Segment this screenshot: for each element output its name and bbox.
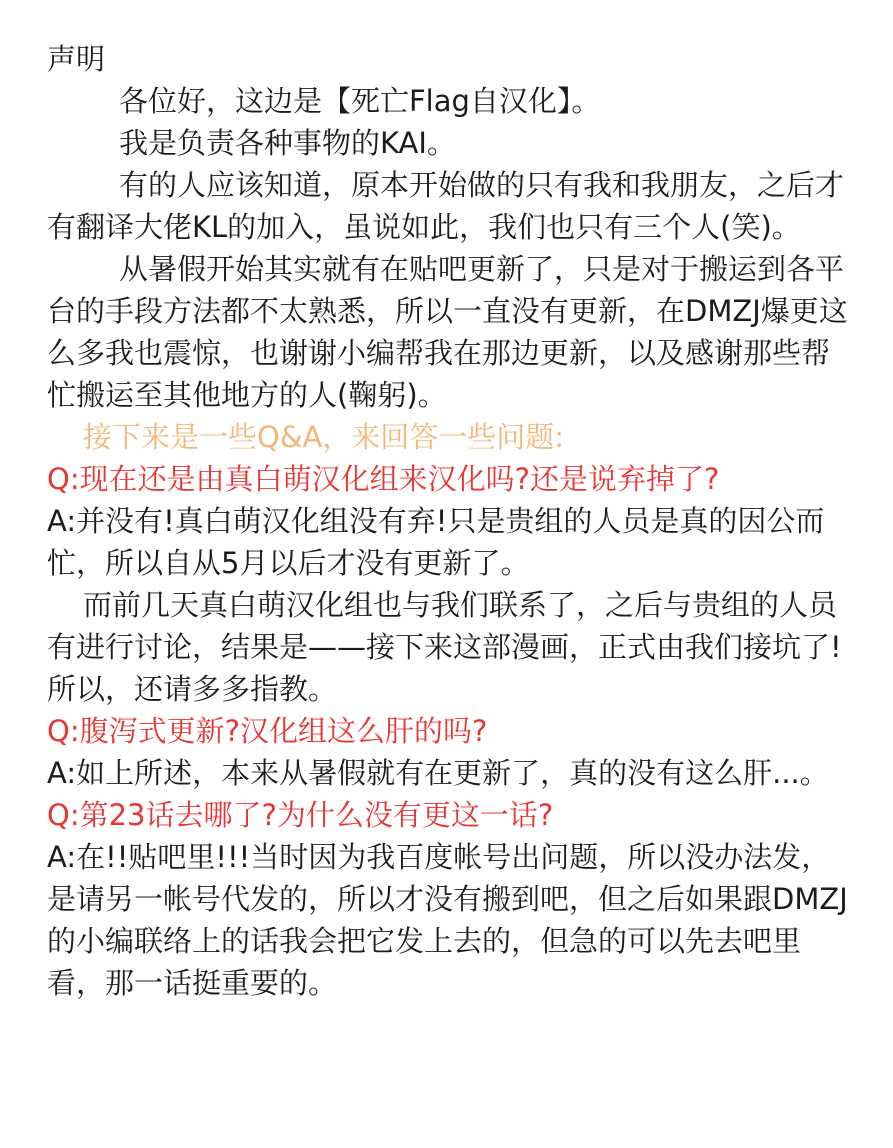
team-paragraph: 有的人应该知道，原本开始做的只有我和我朋友，之后才有翻译大佬KL的加入，虽说如此，我们也只有三个人(笑)。 [47,168,845,244]
self-intro-paragraph: 我是负责各种事物的KAI。 [119,126,456,160]
statement-heading: 声明 [47,42,106,76]
greeting-paragraph: 各位好，这边是【死亡Flag自汉化】。 [119,84,601,118]
answer-2: A:如上所述，本来从暑假就有在更新了，真的没有这么肝...。 [47,756,829,790]
qa-intro: 接下来是一些Q&A，来回答一些问题: [83,420,565,454]
answer-1: A:并没有!真白萌汉化组没有弃!只是贵组的人员是真的因公而忙，所以自从5月以后才没有更新了。 [47,504,825,580]
answer-1-followup: 而前几天真白萌汉化组也与我们联系了，之后与贵组的人员有进行讨论，结果是——接下来这部漫画，正式由我们接坑了!所以，还请多多指教。 [47,588,842,706]
question-1: Q:现在还是由真白萌汉化组来汉化吗?还是说弃掉了? [47,462,720,496]
question-3: Q:第23话去哪了?为什么没有更这一话? [47,798,554,832]
question-2: Q:腹泻式更新?汉化组这么肝的吗? [47,714,488,748]
answer-3: A:在!!贴吧里!!!当时因为我百度帐号出问题，所以没办法发，是请另一帐号代发的，所以才没有搬到吧，但之后如果跟DMZJ的小编联络上的话我会把它发上去的，但急的可以先去吧里看，那一话挺重要的。 [47,840,848,1000]
update-history-paragraph: 从暑假开始其实就有在贴吧更新了，只是对于搬运到各平台的手段方法都不太熟悉，所以一直没有更新，在DMZJ爆更这么多我也震惊，也谢谢小编帮我在那边更新，以及感谢那些帮忙搬运至其他地方的人(鞠躬)。 [47,252,848,412]
